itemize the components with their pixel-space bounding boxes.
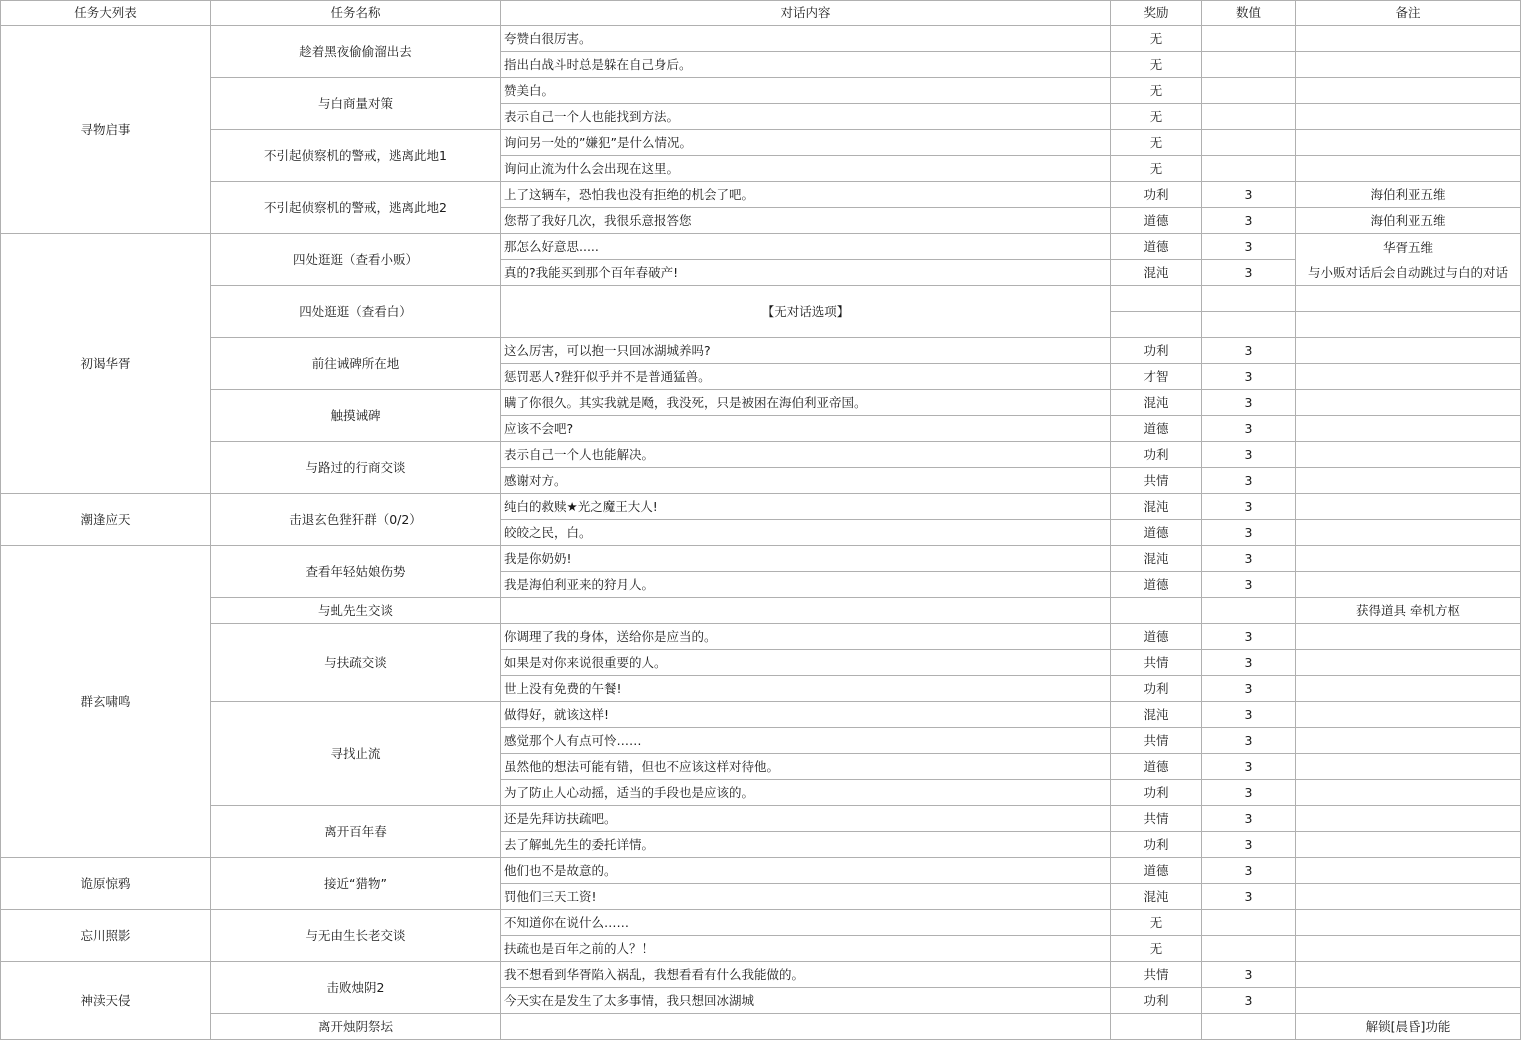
note-cell[interactable] xyxy=(1296,780,1521,806)
task-name-cell[interactable]: 不引起侦察机的警戒，逃离此地2 xyxy=(211,182,501,234)
value-cell[interactable]: 3 xyxy=(1202,416,1296,442)
value-cell[interactable] xyxy=(1202,78,1296,104)
note-cell[interactable] xyxy=(1296,312,1521,338)
task-name-cell[interactable]: 接近“猎物” xyxy=(211,858,501,910)
note-cell[interactable] xyxy=(1296,728,1521,754)
dialog-cell[interactable]: 表示自己一个人也能解决。 xyxy=(501,442,1111,468)
note-cell[interactable] xyxy=(1296,702,1521,728)
reward-cell[interactable]: 道德 xyxy=(1111,520,1202,546)
value-cell[interactable] xyxy=(1202,936,1296,962)
table-row xyxy=(1,494,1521,520)
value-cell[interactable]: 3 xyxy=(1202,624,1296,650)
task-name-cell[interactable]: 触摸诫碑 xyxy=(211,390,501,442)
reward-cell[interactable]: 功利 xyxy=(1111,338,1202,364)
table-row xyxy=(1,286,1521,312)
header-dialog-content[interactable]: 对话内容 xyxy=(501,1,1111,26)
note-cell[interactable] xyxy=(1296,754,1521,780)
quest-group-cell[interactable]: 忘川照影 xyxy=(1,910,211,962)
dialog-cell[interactable]: 表示自己一个人也能找到方法。 xyxy=(501,104,1111,130)
dialog-cell[interactable]: 纯白的救赎★光之魔王大人! xyxy=(501,494,1111,520)
table-row xyxy=(1,702,1521,728)
dialog-cell[interactable] xyxy=(501,1014,1111,1040)
note-cell[interactable]: 海伯利亚五维 xyxy=(1296,182,1521,208)
value-cell[interactable] xyxy=(1202,130,1296,156)
dialog-cell[interactable]: 如果是对你来说很重要的人。 xyxy=(501,650,1111,676)
value-cell[interactable]: 3 xyxy=(1202,338,1296,364)
task-name-cell[interactable]: 离开百年春 xyxy=(211,806,501,858)
dialog-cell[interactable]: 皎皎之民，白。 xyxy=(501,520,1111,546)
value-cell[interactable]: 3 xyxy=(1202,962,1296,988)
note-cell[interactable] xyxy=(1296,234,1521,286)
task-name-cell[interactable]: 击败烛阴2 xyxy=(211,962,501,1014)
note-cell[interactable] xyxy=(1296,806,1521,832)
reward-cell[interactable]: 道德 xyxy=(1111,624,1202,650)
value-cell[interactable]: 3 xyxy=(1202,676,1296,702)
note-line: 华胥五维 xyxy=(1382,239,1433,255)
table-row xyxy=(1,546,1521,572)
value-cell[interactable]: 3 xyxy=(1202,572,1296,598)
dialog-cell[interactable]: 为了防止人心动摇，适当的手段也是应该的。 xyxy=(501,780,1111,806)
reward-cell[interactable]: 混沌 xyxy=(1111,702,1202,728)
reward-cell[interactable]: 共情 xyxy=(1111,962,1202,988)
note-cell[interactable] xyxy=(1296,936,1521,962)
value-cell[interactable]: 3 xyxy=(1202,182,1296,208)
dialog-cell[interactable]: 今天实在是发生了太多事情，我只想回冰湖城 xyxy=(501,988,1111,1014)
value-cell[interactable] xyxy=(1202,598,1296,624)
dialog-cell[interactable] xyxy=(501,598,1111,624)
reward-cell[interactable] xyxy=(1111,312,1202,338)
reward-cell[interactable]: 无 xyxy=(1111,130,1202,156)
dialog-cell[interactable]: 虽然他的想法可能有错，但也不应该这样对待他。 xyxy=(501,754,1111,780)
task-name-cell[interactable]: 与虬先生交谈 xyxy=(211,598,501,624)
header-quest-list[interactable]: 任务大列表 xyxy=(1,1,211,26)
table-row xyxy=(1,234,1521,260)
note-cell[interactable] xyxy=(1296,650,1521,676)
reward-cell[interactable]: 共情 xyxy=(1111,806,1202,832)
reward-cell[interactable]: 功利 xyxy=(1111,780,1202,806)
table-row xyxy=(1,130,1521,156)
dialog-cell[interactable]: 那怎么好意思..... xyxy=(501,234,1111,260)
note-cell[interactable] xyxy=(1296,442,1521,468)
reward-cell[interactable]: 无 xyxy=(1111,936,1202,962)
dialog-cell[interactable]: 还是先拜访扶疏吧。 xyxy=(501,806,1111,832)
note-cell[interactable] xyxy=(1296,832,1521,858)
value-cell[interactable]: 3 xyxy=(1202,780,1296,806)
task-name-cell[interactable]: 与无由生长老交谈 xyxy=(211,910,501,962)
dialog-cell[interactable]: 感觉那个人有点可怜…… xyxy=(501,728,1111,754)
dialog-cell[interactable]: 上了这辆车，恐怕我也没有拒绝的机会了吧。 xyxy=(501,182,1111,208)
task-name-cell[interactable]: 前往诫碑所在地 xyxy=(211,338,501,390)
task-name-cell[interactable]: 趁着黑夜偷偷溜出去 xyxy=(211,26,501,78)
reward-cell[interactable]: 才智 xyxy=(1111,364,1202,390)
note-cell[interactable] xyxy=(1296,910,1521,936)
note-cell[interactable]: 解锁[晨昏]功能 xyxy=(1296,1014,1521,1040)
value-cell[interactable]: 3 xyxy=(1202,208,1296,234)
reward-cell[interactable]: 道德 xyxy=(1111,208,1202,234)
table-row xyxy=(1,858,1521,884)
value-cell[interactable]: 3 xyxy=(1202,702,1296,728)
reward-cell[interactable]: 无 xyxy=(1111,104,1202,130)
reward-cell[interactable]: 共情 xyxy=(1111,728,1202,754)
reward-cell[interactable]: 混沌 xyxy=(1111,260,1202,286)
value-cell[interactable] xyxy=(1202,286,1296,312)
quest-group-cell[interactable]: 神渎天侵 xyxy=(1,962,211,1040)
reward-cell[interactable]: 共情 xyxy=(1111,650,1202,676)
reward-cell[interactable]: 无 xyxy=(1111,78,1202,104)
table-row xyxy=(1,78,1521,104)
value-cell[interactable]: 3 xyxy=(1202,546,1296,572)
task-name-cell[interactable]: 四处逛逛（查看白） xyxy=(211,286,501,338)
dialog-cell[interactable]: 这么厉害，可以抱一只回冰湖城养吗? xyxy=(501,338,1111,364)
dialog-cell[interactable]: 赞美白。 xyxy=(501,78,1111,104)
dialog-cell[interactable]: 世上没有免费的午餐! xyxy=(501,676,1111,702)
note-cell[interactable] xyxy=(1296,494,1521,520)
table-row xyxy=(1,338,1521,364)
table-row xyxy=(1,390,1521,416)
dialog-cell[interactable]: 我不想看到华胥陷入祸乱，我想看看有什么我能做的。 xyxy=(501,962,1111,988)
value-cell[interactable]: 3 xyxy=(1202,494,1296,520)
reward-cell[interactable]: 功利 xyxy=(1111,988,1202,1014)
value-cell[interactable]: 3 xyxy=(1202,468,1296,494)
value-cell[interactable]: 3 xyxy=(1202,754,1296,780)
value-cell[interactable]: 3 xyxy=(1202,728,1296,754)
value-cell[interactable]: 3 xyxy=(1202,260,1296,286)
task-name-cell[interactable]: 与扶疏交谈 xyxy=(211,624,501,702)
value-cell[interactable]: 3 xyxy=(1202,884,1296,910)
value-cell[interactable]: 3 xyxy=(1202,390,1296,416)
note-cell[interactable] xyxy=(1296,962,1521,988)
dialog-cell[interactable]: 您帮了我好几次，我很乐意报答您 xyxy=(501,208,1111,234)
quest-group-cell[interactable]: 潮逢应天 xyxy=(1,494,211,546)
note-cell[interactable] xyxy=(1296,416,1521,442)
reward-cell[interactable]: 功利 xyxy=(1111,676,1202,702)
task-name-cell[interactable]: 与路过的行商交谈 xyxy=(211,442,501,494)
task-name-cell[interactable]: 离开烛阴祭坛 xyxy=(211,1014,501,1040)
table-row xyxy=(1,1014,1521,1040)
value-cell[interactable]: 3 xyxy=(1202,364,1296,390)
value-cell[interactable]: 3 xyxy=(1202,988,1296,1014)
value-cell[interactable]: 3 xyxy=(1202,858,1296,884)
header-note[interactable]: 备注 xyxy=(1296,1,1521,26)
reward-cell[interactable]: 无 xyxy=(1111,26,1202,52)
reward-cell[interactable]: 道德 xyxy=(1111,416,1202,442)
note-cell[interactable] xyxy=(1296,858,1521,884)
quest-group-cell[interactable]: 初谒华胥 xyxy=(1,234,211,494)
value-cell[interactable] xyxy=(1202,910,1296,936)
note-cell[interactable] xyxy=(1296,624,1521,650)
note-cell[interactable] xyxy=(1296,468,1521,494)
quest-group-cell[interactable]: 群玄啸鸣 xyxy=(1,546,211,858)
task-name-cell[interactable]: 不引起侦察机的警戒，逃离此地1 xyxy=(211,130,501,182)
reward-cell[interactable]: 道德 xyxy=(1111,572,1202,598)
value-cell[interactable] xyxy=(1202,312,1296,338)
dialog-cell[interactable]: 瞒了你很久。其实我就是飏，我没死，只是被困在海伯利亚帝国。 xyxy=(501,390,1111,416)
dialog-cell[interactable]: 询问止流为什么会出现在这里。 xyxy=(501,156,1111,182)
dialog-cell[interactable]: 我是海伯利亚来的狩月人。 xyxy=(501,572,1111,598)
dialog-cell[interactable]: 应该不会吧? xyxy=(501,416,1111,442)
dialog-cell[interactable]: 惩罚恶人?狴犴似乎并不是普通猛兽。 xyxy=(501,364,1111,390)
task-name-cell[interactable]: 与白商量对策 xyxy=(211,78,501,130)
note-cell[interactable] xyxy=(1296,546,1521,572)
note-cell[interactable] xyxy=(1296,520,1521,546)
note-cell[interactable] xyxy=(1296,390,1521,416)
dialog-cell[interactable]: 他们也不是故意的。 xyxy=(501,858,1111,884)
reward-cell[interactable] xyxy=(1111,1014,1202,1040)
dialog-cell[interactable]: 扶疏也是百年之前的人？！ xyxy=(501,936,1111,962)
reward-cell[interactable]: 道德 xyxy=(1111,858,1202,884)
note-cell[interactable] xyxy=(1296,286,1521,312)
reward-cell[interactable]: 无 xyxy=(1111,52,1202,78)
header-reward[interactable]: 奖励 xyxy=(1111,1,1202,26)
note-cell[interactable] xyxy=(1296,52,1521,78)
dialog-cell[interactable]: 指出白战斗时总是躲在自己身后。 xyxy=(501,52,1111,78)
reward-cell[interactable] xyxy=(1111,598,1202,624)
dialog-cell[interactable]: 去了解虬先生的委托详情。 xyxy=(501,832,1111,858)
quest-group-cell[interactable]: 寻物启事 xyxy=(1,26,211,234)
table-row xyxy=(1,442,1521,468)
note-line: 与小贩对话后会自动跳过与白的对话 xyxy=(1307,264,1508,280)
reward-cell[interactable]: 无 xyxy=(1111,910,1202,936)
dialog-cell[interactable]: 你调理了我的身体，送给你是应当的。 xyxy=(501,624,1111,650)
header-task-name[interactable]: 任务名称 xyxy=(211,1,501,26)
reward-cell[interactable]: 道德 xyxy=(1111,234,1202,260)
task-name-cell[interactable]: 四处逛逛（查看小贩） xyxy=(211,234,501,286)
note-cell[interactable] xyxy=(1296,572,1521,598)
reward-cell[interactable] xyxy=(1111,286,1202,312)
dialog-cell[interactable]: 感谢对方。 xyxy=(501,468,1111,494)
table-row xyxy=(1,624,1521,650)
table-row xyxy=(1,806,1521,832)
note-cell[interactable] xyxy=(1296,338,1521,364)
note-cell[interactable] xyxy=(1296,156,1521,182)
table-row xyxy=(1,910,1521,936)
note-cell[interactable] xyxy=(1296,364,1521,390)
value-cell[interactable]: 3 xyxy=(1202,234,1296,260)
note-cell[interactable] xyxy=(1296,78,1521,104)
table-row xyxy=(1,182,1521,208)
dialog-cell[interactable]: 不知道你在说什么…… xyxy=(501,910,1111,936)
reward-cell[interactable]: 混沌 xyxy=(1111,390,1202,416)
dialog-cell[interactable]: 我是你奶奶! xyxy=(501,546,1111,572)
note-cell[interactable] xyxy=(1296,26,1521,52)
note-cell[interactable] xyxy=(1296,104,1521,130)
value-cell[interactable] xyxy=(1202,52,1296,78)
note-cell[interactable] xyxy=(1296,676,1521,702)
table-body xyxy=(1,26,1521,1040)
header-value[interactable]: 数值 xyxy=(1202,1,1296,26)
reward-cell[interactable]: 混沌 xyxy=(1111,494,1202,520)
value-cell[interactable] xyxy=(1202,26,1296,52)
task-name-cell[interactable]: 击退玄色狴犴群（0/2） xyxy=(211,494,501,546)
note-cell[interactable] xyxy=(1296,130,1521,156)
dialog-cell[interactable]: 罚他们三天工资! xyxy=(501,884,1111,910)
note-cell[interactable] xyxy=(1296,988,1521,1014)
note-cell[interactable]: 海伯利亚五维 xyxy=(1296,208,1521,234)
task-name-cell[interactable]: 寻找止流 xyxy=(211,702,501,806)
task-name-cell[interactable]: 查看年轻姑娘伤势 xyxy=(211,546,501,598)
value-cell[interactable]: 3 xyxy=(1202,832,1296,858)
reward-cell[interactable]: 无 xyxy=(1111,156,1202,182)
value-cell[interactable] xyxy=(1202,104,1296,130)
reward-cell[interactable]: 混沌 xyxy=(1111,884,1202,910)
value-cell[interactable]: 3 xyxy=(1202,650,1296,676)
reward-cell[interactable]: 道德 xyxy=(1111,754,1202,780)
note-cell[interactable] xyxy=(1296,884,1521,910)
dialog-cell[interactable]: 做得好，就该这样! xyxy=(501,702,1111,728)
value-cell[interactable]: 3 xyxy=(1202,442,1296,468)
value-cell[interactable]: 3 xyxy=(1202,806,1296,832)
dialog-cell[interactable]: 询问另一处的”嫌犯”是什么情况。 xyxy=(501,130,1111,156)
value-cell[interactable]: 3 xyxy=(1202,520,1296,546)
dialog-cell[interactable]: 夸赞白很厉害。 xyxy=(501,26,1111,52)
value-cell[interactable] xyxy=(1202,1014,1296,1040)
header-row xyxy=(1,1,1521,26)
dialog-cell[interactable]: 【无对话选项】 xyxy=(501,286,1111,338)
reward-cell[interactable]: 功利 xyxy=(1111,442,1202,468)
reward-cell[interactable]: 共情 xyxy=(1111,468,1202,494)
value-cell[interactable] xyxy=(1202,156,1296,182)
dialog-cell[interactable]: 真的?我能买到那个百年春破产! xyxy=(501,260,1111,286)
table-row xyxy=(1,962,1521,988)
reward-cell[interactable]: 功利 xyxy=(1111,832,1202,858)
table-header xyxy=(1,1,1521,26)
table-row xyxy=(1,598,1521,624)
quest-group-cell[interactable]: 诡原惊鸦 xyxy=(1,858,211,910)
reward-cell[interactable]: 混沌 xyxy=(1111,546,1202,572)
table-row xyxy=(1,26,1521,52)
reward-cell[interactable]: 功利 xyxy=(1111,182,1202,208)
note-cell[interactable]: 获得道具 牵机方枢 xyxy=(1296,598,1521,624)
